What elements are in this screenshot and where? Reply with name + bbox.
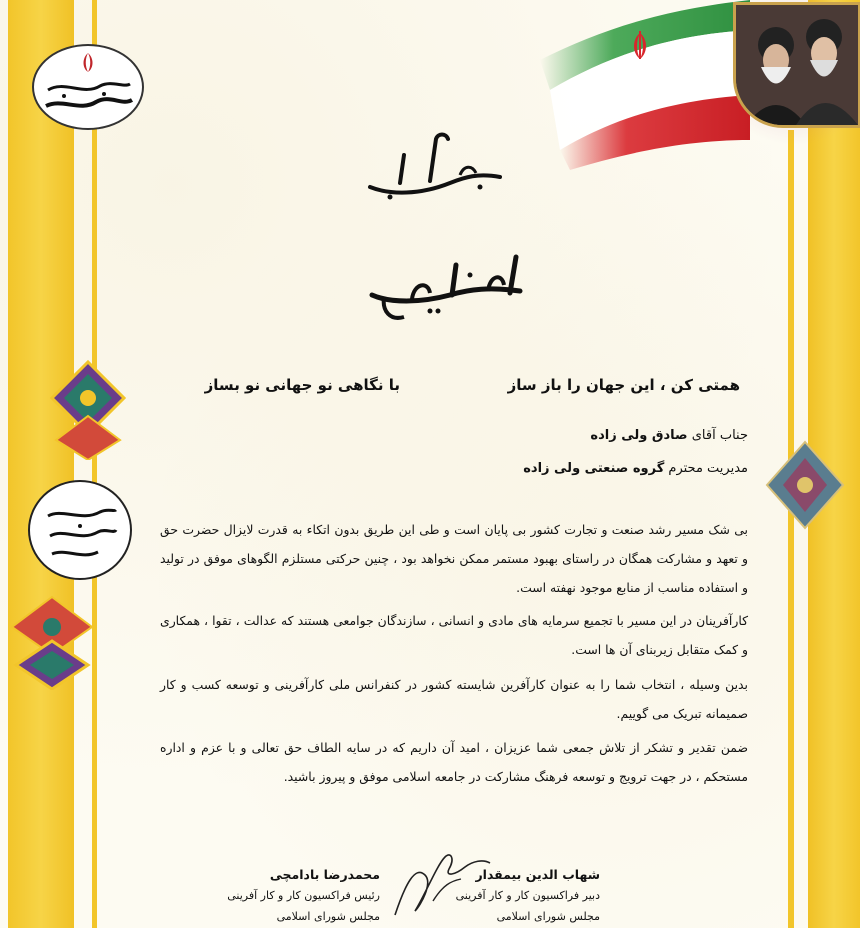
seal-calligraphy-icon bbox=[30, 482, 130, 578]
fraction-seal bbox=[28, 480, 132, 580]
recipient-prefix: جناب آقای bbox=[691, 428, 748, 443]
recipient-line bbox=[300, 428, 748, 443]
signatory-org: مجلس شورای اسلامی bbox=[496, 910, 600, 923]
recipient-company-line bbox=[300, 461, 748, 476]
signatory-name: محمدرضا بادامچی bbox=[269, 867, 380, 882]
iran-flag-ribbon bbox=[520, 0, 750, 170]
signatory-org: مجلس شورای اسلامی bbox=[276, 910, 380, 923]
right-ornament bbox=[765, 440, 845, 530]
company-name: گروه صنعتی ولی زاده bbox=[523, 461, 665, 476]
parliament-emblem bbox=[32, 44, 144, 130]
signatory-head bbox=[220, 864, 380, 927]
paragraph-3: بدین وسیله ، انتخاب شما را به عنوان کارآفرین شایسته کشور در کنفرانس ملی کارآفرینی و توسعه کسب و کار صمیمانه تبریک می گوییم. bbox=[160, 677, 748, 721]
left-border-line bbox=[92, 0, 97, 928]
recipient-name: صادق ولی زاده bbox=[590, 428, 688, 443]
signatory-title: رئیس فراکسیون کار و کار آفرینی bbox=[227, 889, 380, 902]
paragraph-1: بی شک مسیر رشد صنعت و تجارت کشور بی پایان است و طی این طریق بدون اتکاء به قدرت لایزال حضرت حق و تعهد و مشارکت همگان در راستای بهبود مستمر ممکن نخواهد بود ، چنین حرکتی مستلزم الگوهای موفق در تولید و استفاده مناسب از منابع موجود نهفته است. bbox=[160, 522, 748, 595]
portrait-icon bbox=[736, 5, 858, 125]
leaders-portrait bbox=[733, 2, 860, 128]
signatory-title: دبیر فراکسیون کار و کار آفرینی bbox=[455, 889, 600, 902]
left-ornament-top bbox=[50, 360, 126, 460]
paragraph-2: کارآفرینان در این مسیر با تجمیع سرمایه های مادی و انسانی ، سازندگان جوامعی هستند که عدالت ، تقوا ، همکاری و کمک متقابل زیربنای آن ها است. bbox=[160, 613, 748, 657]
signatory-name: شهاب الدین بیمقدار bbox=[475, 867, 600, 882]
parliament-logo-icon bbox=[34, 46, 142, 128]
signatory-secretary bbox=[440, 864, 600, 927]
role-prefix: مدیریت محترم bbox=[668, 461, 748, 476]
motto-left: با نگاهی نو جهانی نو بساز bbox=[204, 376, 400, 394]
certificate-title-calligraphy bbox=[360, 245, 540, 325]
left-ornament-bottom bbox=[10, 595, 94, 690]
paragraph-4: ضمن تقدیر و تشکر از تلاش جمعی شما عزیزان ، امید آن داریم که در سایه الطاف حق تعالی و با عزم و اداره مستحکم ، در جهت ترویج و توسعه فرهنگ مشارکت در جامعه اسلامی موفق و پیروز باشید. bbox=[160, 740, 748, 784]
motto-right: همتی کن ، این جهان را باز ساز bbox=[507, 376, 740, 394]
bismillah-calligraphy bbox=[360, 125, 510, 205]
left-yellow-border bbox=[8, 0, 74, 928]
